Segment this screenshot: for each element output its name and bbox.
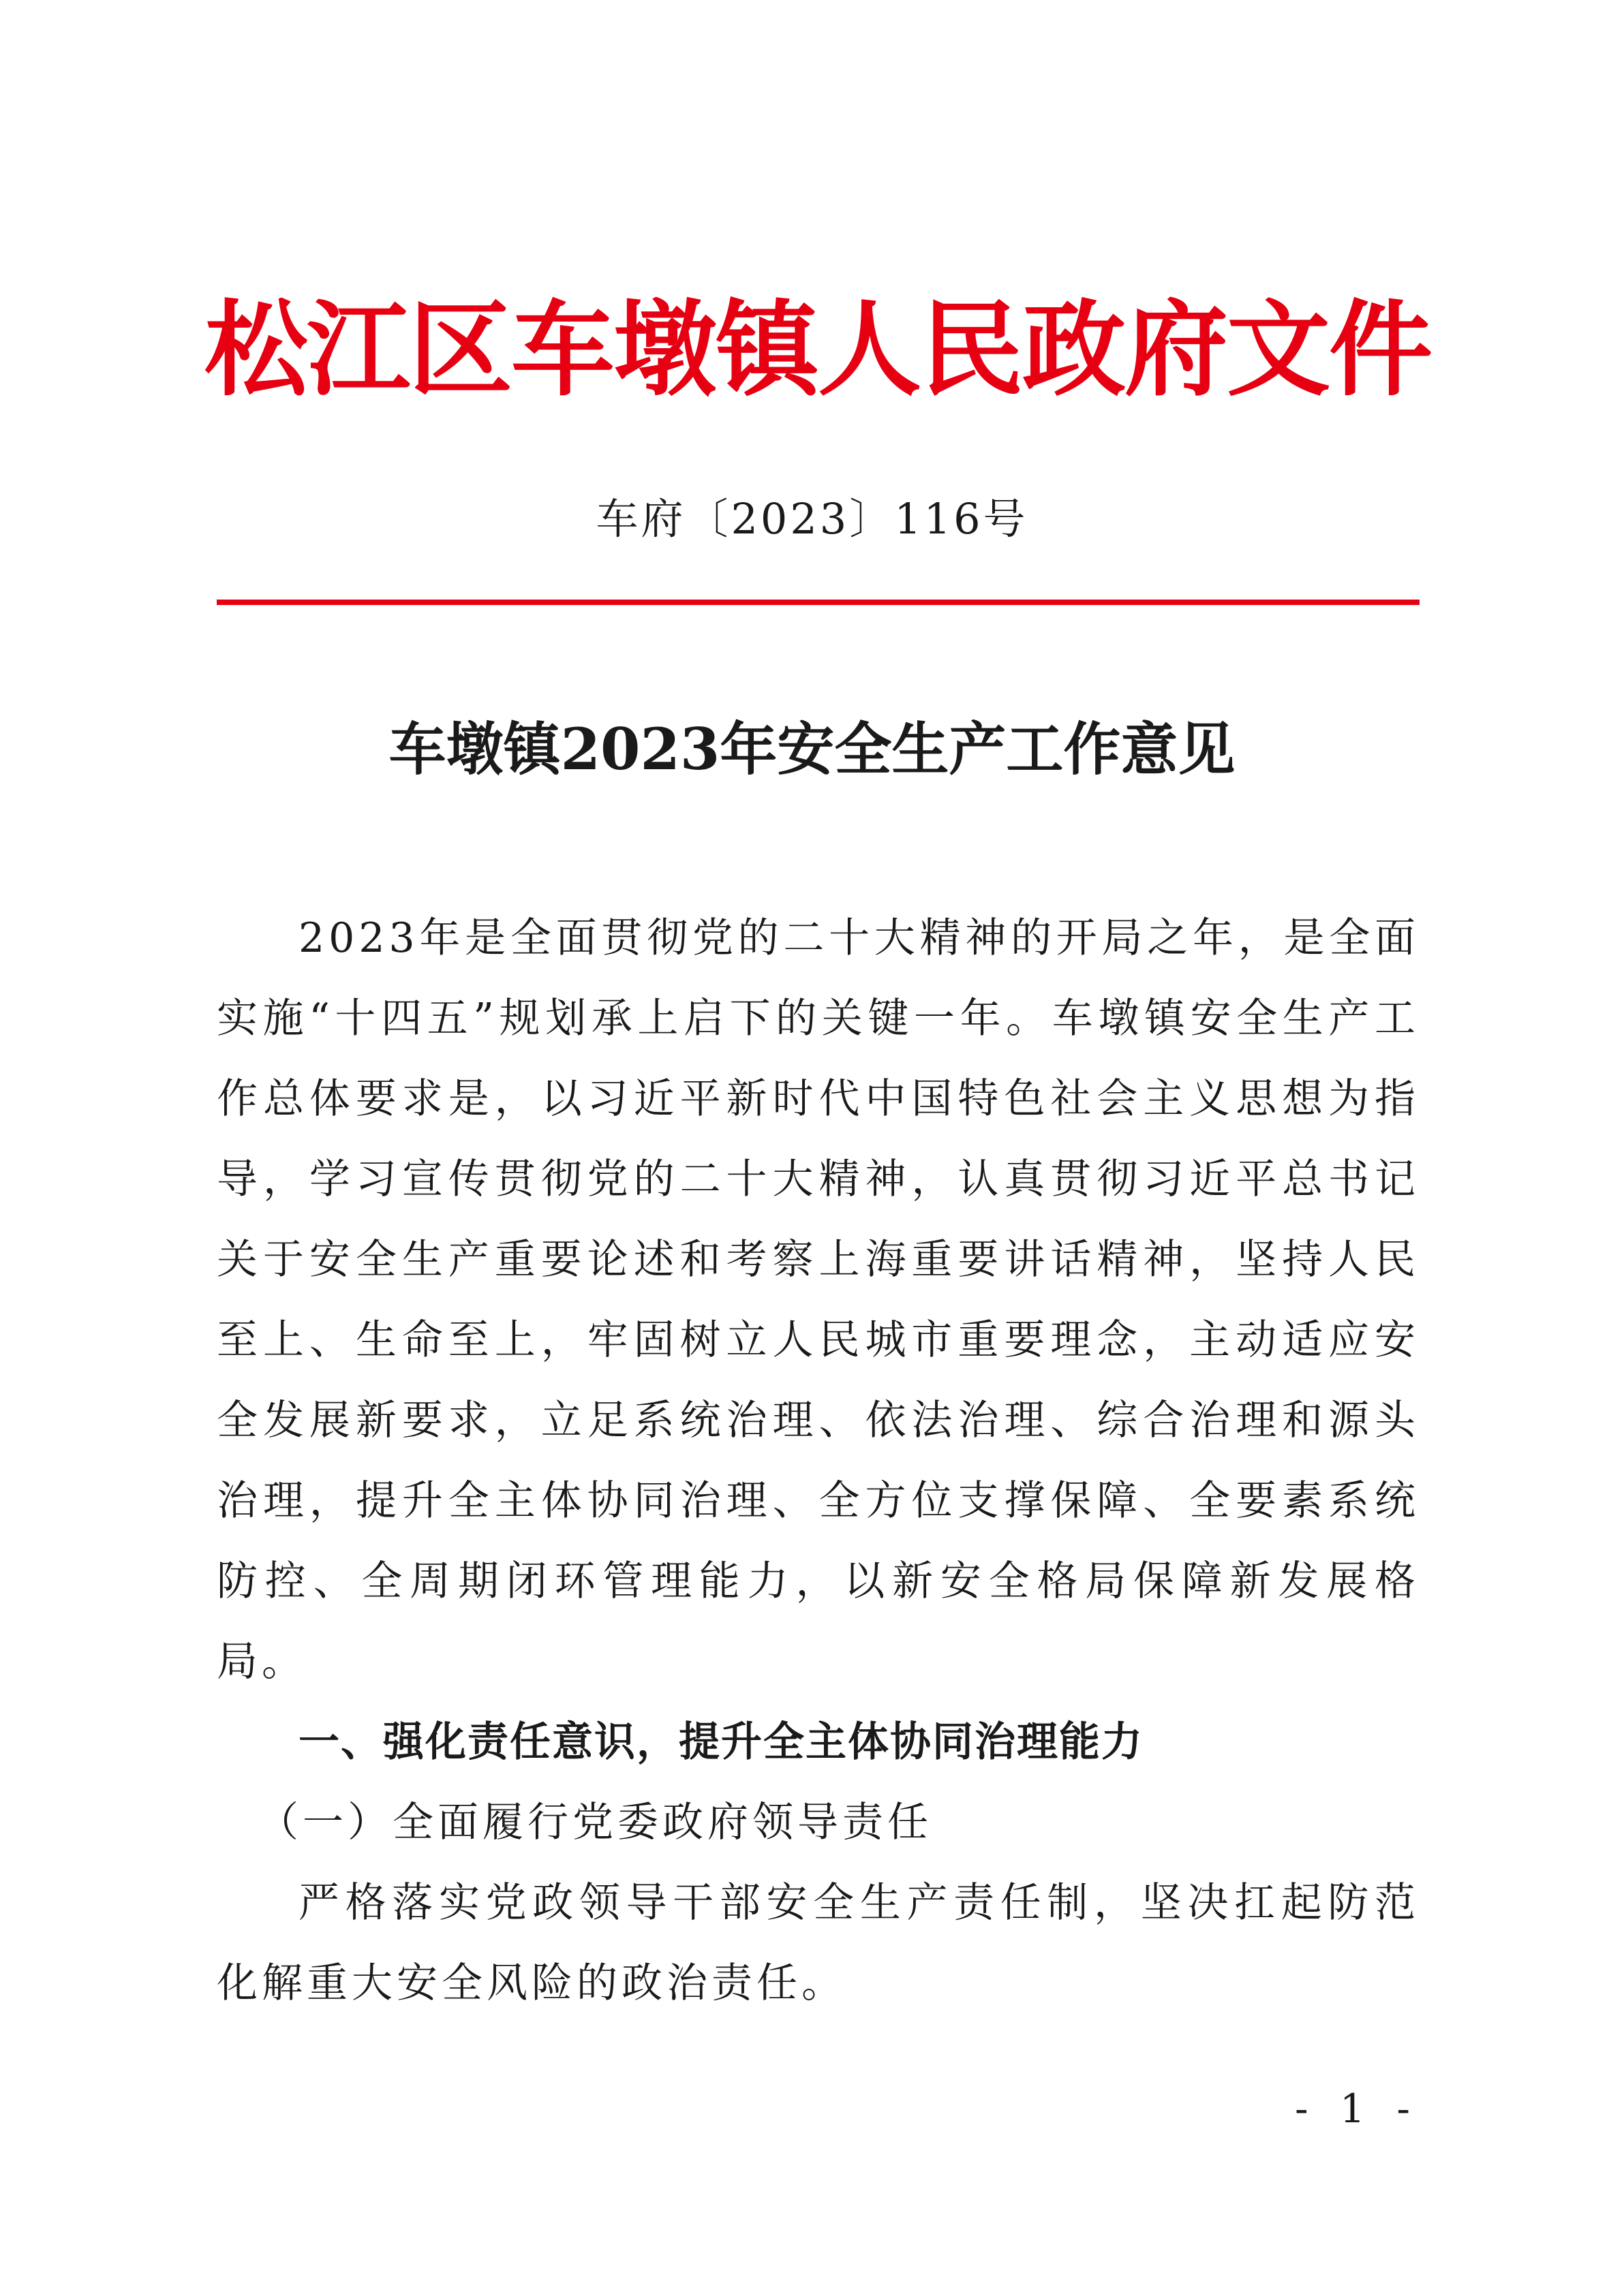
page-number: - 1 - [1295, 2085, 1420, 2132]
document-body [217, 898, 1420, 2023]
section-heading: 一、强化责任意识，提升全主体协同治理能力 [298, 1718, 1144, 1766]
document-title: 车墩镇2023年安全生产工作意见 [388, 715, 1236, 783]
masthead-divider-line [217, 600, 1420, 605]
document-number: 车府〔2023〕116号 [596, 494, 1028, 544]
subsection-heading: （一）全面履行党委政府领导责任 [258, 1799, 932, 1846]
document-masthead: 松江区车墩镇人民政府文件 [204, 288, 1431, 410]
subsection-paragraph: 严格落实党政领导干部安全生产责任制，坚决扛起防范化解重大安全风险的政治责任。 [217, 1879, 1420, 2007]
intro-paragraph: 2023年是全面贯彻党的二十大精神的开局之年，是全面实施“十四五”规划承上启下的关键一年。车墩镇安全生产工作总体要求是，以习近平新时代中国特色社会主义思想为指导，学习宣传贯彻党的二十大精神，认真贯彻习近平总书记关于安全生产重要论述和考察上海重要讲话精神，坚持人民至上、生命至上，牢固树立人民城市重要理念，主动适应安全发展新要求，立足系统治理、依法治理、综合治理和源头治理，提升全主体协同治理、全方位支撑保障、全要素系统防控、全周期闭环管理能力，以新安全格局保障新发展格局。 [217, 914, 1420, 1686]
